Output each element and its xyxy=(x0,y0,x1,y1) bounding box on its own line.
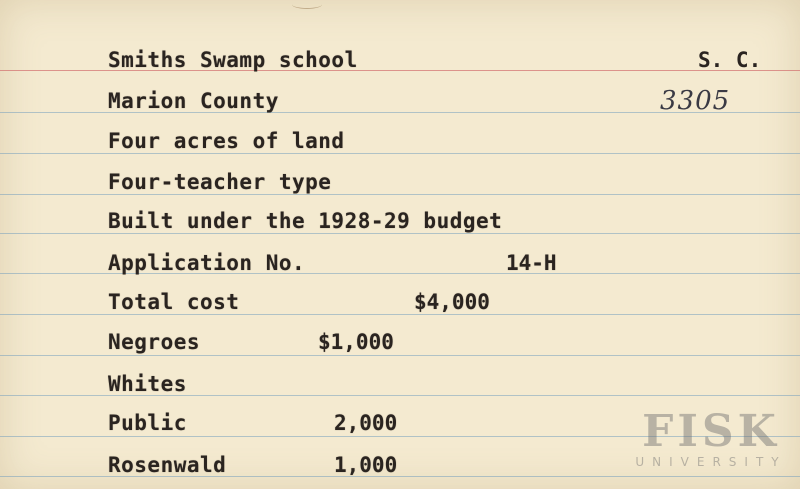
ruled-line xyxy=(0,355,800,356)
card-notch xyxy=(292,0,322,9)
rosenwald-value: 1,000 xyxy=(334,453,398,477)
ruled-line xyxy=(0,194,800,195)
negroes-value: $1,000 xyxy=(318,330,394,354)
total-cost-value: $4,000 xyxy=(414,290,490,314)
watermark-subtitle: UNIVERSITY xyxy=(635,455,787,469)
watermark-name: FISK xyxy=(642,406,780,457)
public-label: Public xyxy=(108,411,187,435)
county: Marion County xyxy=(108,89,279,113)
school-name: Smiths Swamp school xyxy=(108,48,358,72)
fisk-university-watermark xyxy=(626,406,796,470)
land-size: Four acres of land xyxy=(108,129,345,153)
handwritten-catalog-number: 3305 xyxy=(660,86,731,116)
total-cost-label: Total cost xyxy=(108,290,240,314)
application-label: Application No. xyxy=(108,251,306,275)
ruled-line xyxy=(0,314,800,315)
budget-year: Built under the 1928-29 budget xyxy=(108,209,503,233)
ruled-line xyxy=(0,233,800,234)
rosenwald-label: Rosenwald xyxy=(108,453,227,477)
state-abbreviation: S. C. xyxy=(698,48,762,72)
whites-label: Whites xyxy=(108,372,187,396)
school-type: Four-teacher type xyxy=(108,170,332,194)
negroes-label: Negroes xyxy=(108,330,201,354)
ruled-line xyxy=(0,153,800,154)
application-number: 14-H xyxy=(506,251,557,275)
public-value: 2,000 xyxy=(334,411,398,435)
